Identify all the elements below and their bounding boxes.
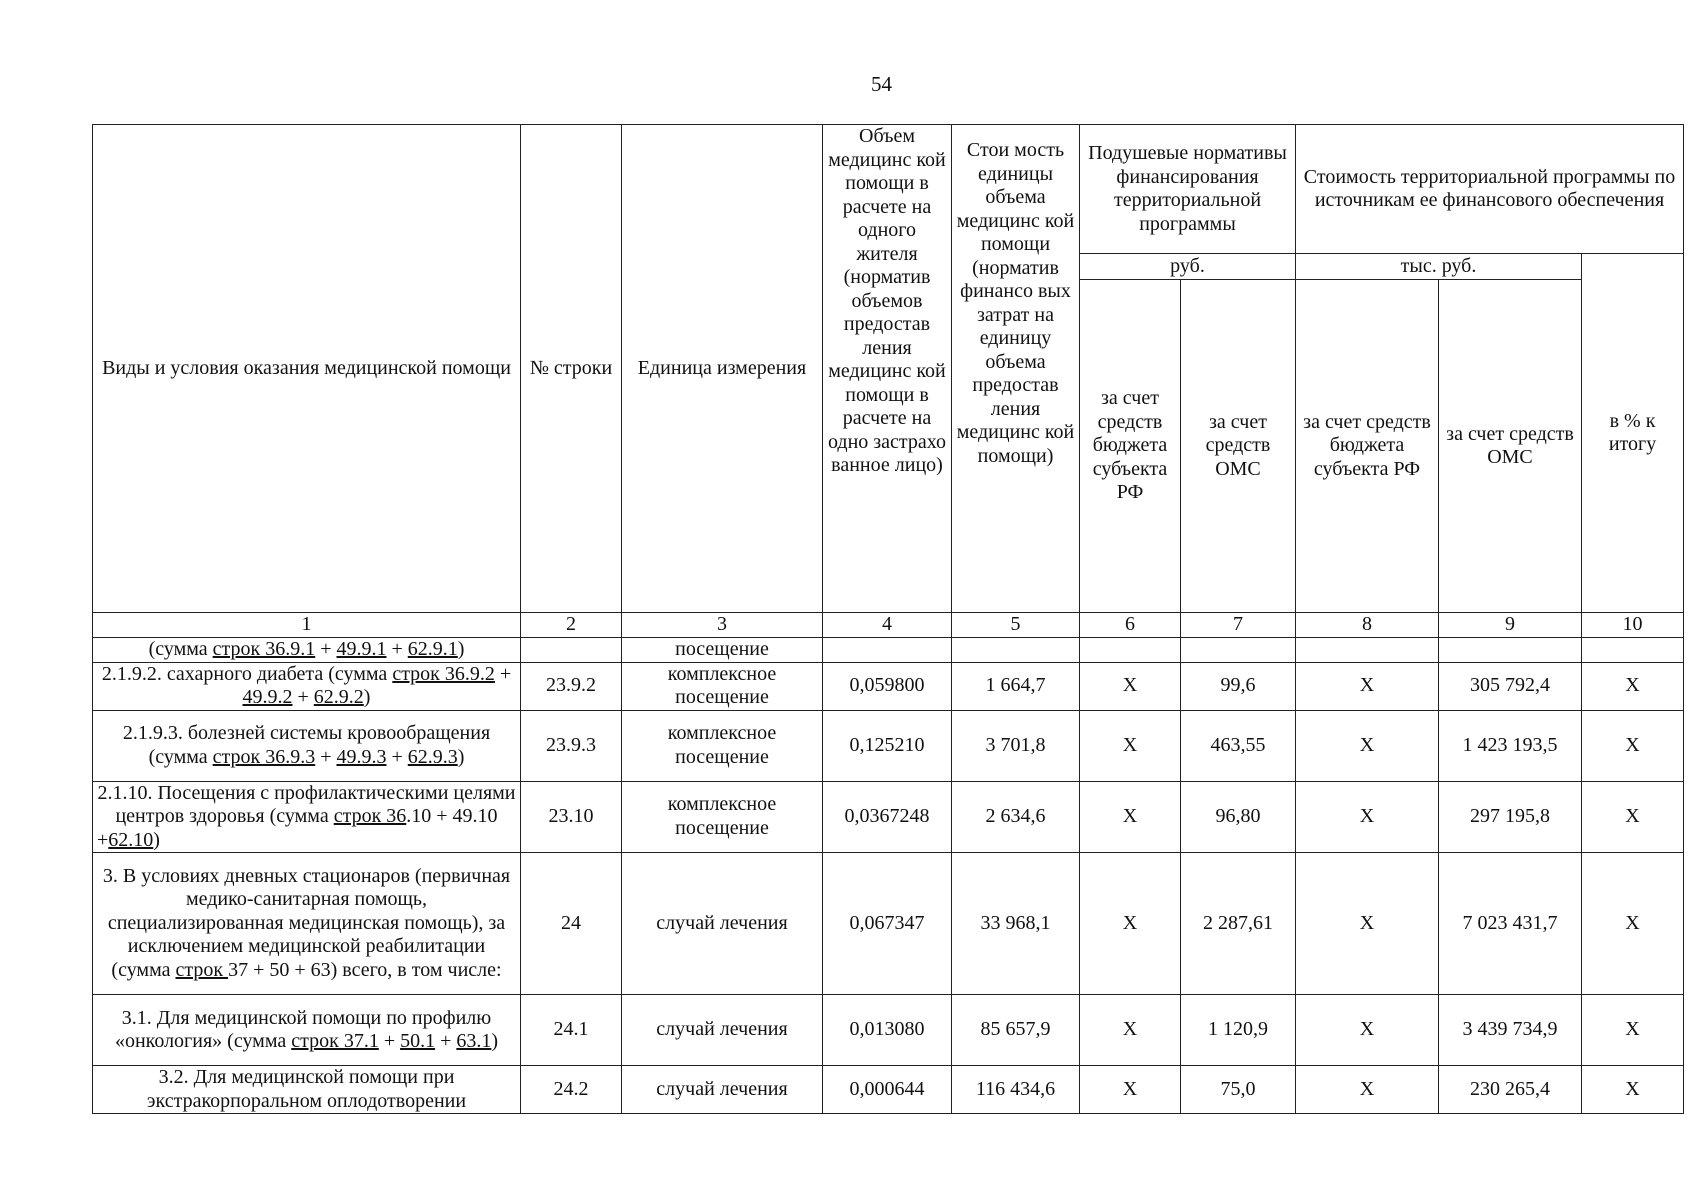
header-type-of-care: Виды и условия оказания медицинской помощи xyxy=(93,125,521,613)
budget-cost-value: Х xyxy=(1296,853,1439,995)
column-number: 6 xyxy=(1080,613,1181,638)
care-type-text: + xyxy=(435,1030,457,1052)
unit-cost-value: 3 701,8 xyxy=(952,710,1080,781)
care-type-text: 50.1 xyxy=(400,1030,436,1052)
column-number: 5 xyxy=(952,613,1080,638)
volume-value xyxy=(823,638,952,663)
care-type-cell xyxy=(93,1066,521,1114)
header-group-cost: Стоимость территориальной программы по источникам ее финансового обеспечения xyxy=(1296,125,1684,254)
table-row xyxy=(93,638,1684,663)
oms-normative-value: 96,80 xyxy=(1181,781,1296,853)
column-number: 4 xyxy=(823,613,952,638)
care-type-text: 62.9.2 xyxy=(313,686,364,708)
oms-normative-value xyxy=(1181,638,1296,663)
percent-value xyxy=(1582,638,1684,663)
percent-value: Х xyxy=(1582,710,1684,781)
care-type-text: + xyxy=(378,1030,401,1052)
budget-normative-value: Х xyxy=(1080,781,1181,853)
care-type-cell xyxy=(93,710,521,781)
table-row xyxy=(93,662,1684,710)
unit-cost-value xyxy=(952,638,1080,663)
care-type-text: 49.9.2 xyxy=(242,686,293,708)
unit-cost-value: 85 657,9 xyxy=(952,995,1080,1066)
care-type-text: 62.9.3 xyxy=(407,745,458,768)
column-number: 7 xyxy=(1181,613,1296,638)
oms-normative-value: 2 287,61 xyxy=(1181,853,1296,995)
care-type-cell xyxy=(93,853,521,995)
financing-table xyxy=(92,124,1684,1114)
column-number: 2 xyxy=(521,613,622,638)
care-type-text: 3. В условиях дневных стационаров (первичная медико-санитарная помощь, специализированная медицинская помощь), за исключением медицинской реабилитации (сумма xyxy=(102,864,511,981)
care-type-text: 3.1. Для медицинской помощи по профилю «онкология» (сумма xyxy=(114,1006,492,1052)
header-group-normatives: Подушевые нормативы финансирования территориальной программы xyxy=(1080,125,1296,254)
care-type-text: ) xyxy=(457,745,465,768)
oms-normative-value: 1 120,9 xyxy=(1181,995,1296,1066)
percent-value: Х xyxy=(1582,1066,1684,1114)
volume-value: 0,059800 xyxy=(823,662,952,710)
unit-cost-value: 2 634,6 xyxy=(952,781,1080,853)
budget-normative-value xyxy=(1080,638,1181,663)
table-body xyxy=(93,638,1684,1114)
column-number: 1 xyxy=(93,613,521,638)
care-type-text: + xyxy=(386,745,408,768)
column-number: 10 xyxy=(1582,613,1684,638)
table-row xyxy=(93,1066,1684,1114)
header-unit-thousand-rub: тыс. руб. xyxy=(1296,254,1582,280)
volume-value: 0,013080 xyxy=(823,995,952,1066)
header-budget-normative: за счет средств бюджета субъекта РФ xyxy=(1080,280,1181,613)
oms-cost-value: 1 423 193,5 xyxy=(1439,710,1582,781)
care-type-text: .10 + 49.10 + xyxy=(97,805,498,851)
care-type-cell xyxy=(93,662,521,710)
care-type-text: строк 36.9.1 xyxy=(212,638,316,660)
care-type-text: 2.1.9.3. болезней системы кровообращения (сумма xyxy=(122,722,491,768)
header-row-number: № строки xyxy=(521,125,622,613)
care-type-text: + xyxy=(292,686,314,708)
oms-cost-value xyxy=(1439,638,1582,663)
care-type-cell xyxy=(93,781,521,853)
budget-cost-value: Х xyxy=(1296,710,1439,781)
table-row xyxy=(93,781,1684,853)
oms-cost-value: 3 439 734,9 xyxy=(1439,995,1582,1066)
care-type-text: 49.9.1 xyxy=(336,638,387,660)
volume-value: 0,0367248 xyxy=(823,781,952,853)
table-row xyxy=(93,995,1684,1066)
percent-value: Х xyxy=(1582,781,1684,853)
oms-normative-value: 99,6 xyxy=(1181,662,1296,710)
care-type-text: + xyxy=(494,662,512,685)
care-type-text: строк 36 xyxy=(333,805,407,827)
unit-cost-value: 116 434,6 xyxy=(952,1066,1080,1114)
oms-cost-value: 7 023 431,7 xyxy=(1439,853,1582,995)
row-number: 24.2 xyxy=(521,1066,622,1114)
unit-cost-value: 33 968,1 xyxy=(952,853,1080,995)
care-type-text: 63.1 xyxy=(456,1030,492,1052)
budget-cost-value: Х xyxy=(1296,995,1439,1066)
unit-of-measure: комплексное посещение xyxy=(622,710,823,781)
oms-normative-value: 463,55 xyxy=(1181,710,1296,781)
unit-of-measure: случай лечения xyxy=(622,1066,823,1114)
header-oms-normative: за счет средств ОМС xyxy=(1181,280,1296,613)
header-volume: Объем медицинс кой помощи в расчете на одного жителя (норматив объемов предостав ления медицинс кой помощи в расчете на одно застрахо ванное лицо) xyxy=(823,125,952,613)
care-type-text: 62.9.1 xyxy=(407,638,458,660)
care-type-text: строк 36.9.2 xyxy=(392,662,495,685)
unit-of-measure: случай лечения xyxy=(622,853,823,995)
care-type-cell xyxy=(93,995,521,1066)
percent-value: Х xyxy=(1582,662,1684,710)
header-unit: Единица измерения xyxy=(622,125,823,613)
budget-cost-value: Х xyxy=(1296,662,1439,710)
row-number xyxy=(521,638,622,663)
volume-value: 0,067347 xyxy=(823,853,952,995)
care-type-text: + xyxy=(386,638,408,660)
oms-cost-value: 230 265,4 xyxy=(1439,1066,1582,1114)
unit-of-measure: посещение xyxy=(622,638,823,663)
budget-normative-value: Х xyxy=(1080,995,1181,1066)
budget-normative-value: Х xyxy=(1080,853,1181,995)
care-type-text: 49.9.3 xyxy=(336,745,387,768)
care-type-text: 62.10 xyxy=(108,828,154,851)
care-type-text: 37 + 50 + 63) всего, в том числе: xyxy=(228,958,502,981)
row-number: 23.9.2 xyxy=(521,662,622,710)
budget-cost-value: Х xyxy=(1296,781,1439,853)
care-type-text: + xyxy=(315,638,337,660)
oms-cost-value: 297 195,8 xyxy=(1439,781,1582,853)
care-type-text: 3.2. Для медицинской помощи при экстракорпоральном оплодотворении xyxy=(146,1066,467,1112)
column-number: 3 xyxy=(622,613,823,638)
care-type-text: строк 37.1 xyxy=(291,1030,379,1052)
page-number: 54 xyxy=(871,72,892,96)
budget-normative-value: Х xyxy=(1080,662,1181,710)
column-number: 8 xyxy=(1296,613,1439,638)
header-budget-cost: за счет средств бюджета субъекта РФ xyxy=(1296,280,1439,613)
header-unit-rub: руб. xyxy=(1080,254,1296,280)
table-header xyxy=(93,125,1684,613)
budget-cost-value xyxy=(1296,638,1439,663)
table-row xyxy=(93,853,1684,995)
unit-cost-value: 1 664,7 xyxy=(952,662,1080,710)
care-type-text: + xyxy=(315,745,337,768)
care-type-text: 2.1.10. Посещения с профилактическими целями центров здоровья (сумма xyxy=(97,781,516,827)
column-numbers xyxy=(93,613,1684,638)
header-percent-of-total: в % к итогу xyxy=(1582,254,1684,613)
volume-value: 0,000644 xyxy=(823,1066,952,1114)
row-number: 24 xyxy=(521,853,622,995)
header-unit-cost: Стои мость единицы объема медицинс кой помощи (норматив финансо вых затрат на единицу объема предостав ления медицинс кой помощи) xyxy=(952,125,1080,613)
volume-value: 0,125210 xyxy=(823,710,952,781)
unit-of-measure: комплексное посещение xyxy=(622,781,823,853)
care-type-text: строк xyxy=(175,958,229,981)
care-type-text: ) xyxy=(153,828,160,851)
header-oms-cost: за счет средств ОМС xyxy=(1439,280,1582,613)
budget-normative-value: Х xyxy=(1080,710,1181,781)
care-type-text: ) xyxy=(457,638,465,660)
care-type-text: (сумма xyxy=(148,638,213,660)
budget-normative-value: Х xyxy=(1080,1066,1181,1114)
column-number: 9 xyxy=(1439,613,1582,638)
row-number: 23.10 xyxy=(521,781,622,853)
percent-value: Х xyxy=(1582,995,1684,1066)
table-row xyxy=(93,710,1684,781)
care-type-text: ) xyxy=(363,686,371,708)
care-type-text: 2.1.9.2. сахарного диабета (сумма xyxy=(101,662,393,685)
oms-cost-value: 305 792,4 xyxy=(1439,662,1582,710)
row-number: 23.9.3 xyxy=(521,710,622,781)
unit-of-measure: комплексное посещение xyxy=(622,662,823,710)
percent-value: Х xyxy=(1582,853,1684,995)
care-type-cell xyxy=(93,638,521,663)
care-type-text: ) xyxy=(491,1030,499,1052)
column-numbers-row xyxy=(93,613,1684,638)
row-number: 24.1 xyxy=(521,995,622,1066)
care-type-text: строк 36.9.3 xyxy=(212,745,316,768)
budget-cost-value: Х xyxy=(1296,1066,1439,1114)
oms-normative-value: 75,0 xyxy=(1181,1066,1296,1114)
unit-of-measure: случай лечения xyxy=(622,995,823,1066)
